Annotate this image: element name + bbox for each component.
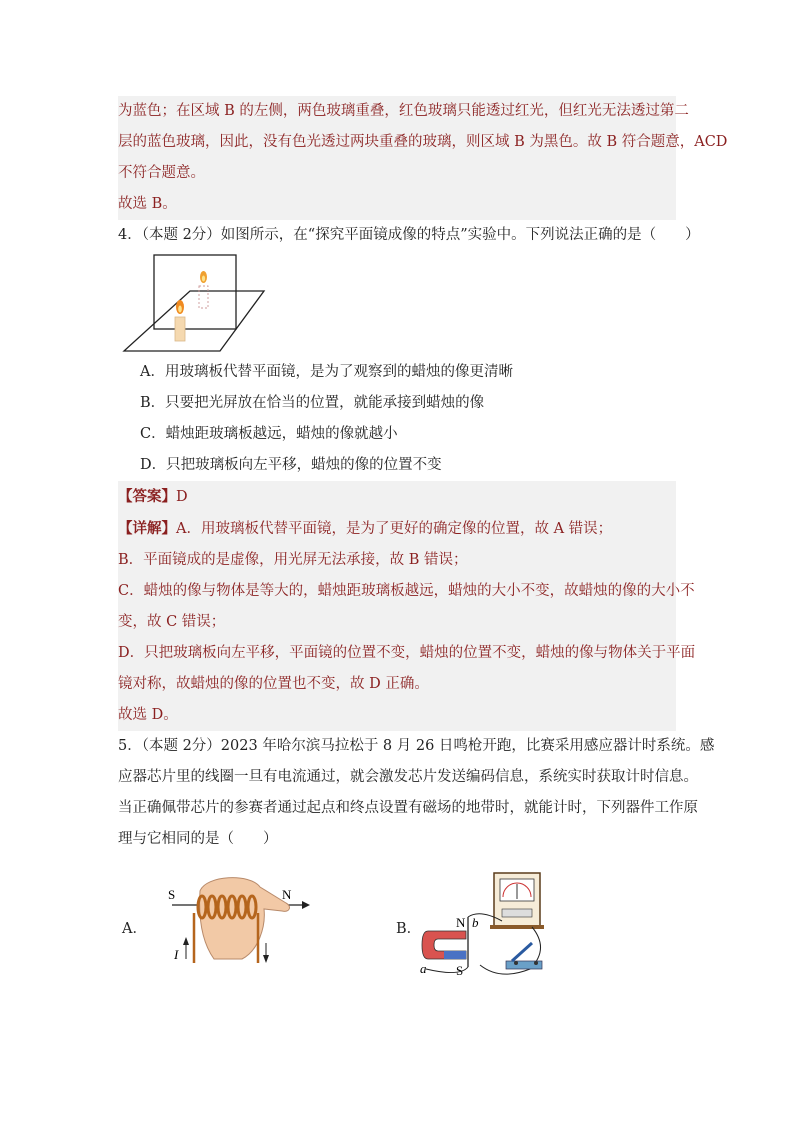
q4-option-c: C．蜡烛距玻璃板越远，蜡烛的像就越小 xyxy=(140,426,398,442)
q5-stem-line-3: 当正确佩带芯片的参赛者通过起点和终点设置有磁场的地带时，就能计时，下列器件工作原 xyxy=(118,800,698,816)
label-n: N xyxy=(456,915,466,930)
q4-detail-line-1 xyxy=(118,513,676,545)
detail-text: A．用玻璃板代替平面镜，是为了更好的确定像的位置，故 A 错误； xyxy=(176,521,613,537)
q4-option-d: D．只把玻璃板向左平移，蜡烛的像的位置不变 xyxy=(140,457,442,473)
q4-option-b: B．只要把光屏放在恰当的位置，就能承接到蜡烛的像 xyxy=(140,395,485,411)
label-n: N xyxy=(282,887,292,902)
q4-detail-line-4: 变，故 C 错误； xyxy=(118,614,226,630)
q5-option-a-letter: A． xyxy=(122,921,147,937)
q5-stem-line-1: 5．（本题 2分）2023 年哈尔滨马拉松于 8 月 26 日鸣枪开跑，比赛采用感应器计时系统。感 xyxy=(118,738,715,754)
detail-tag: 【详解】 xyxy=(118,520,176,537)
q4-conclusion: 故选 D。 xyxy=(118,707,178,723)
prev-explanation-line-3: 不符合题意。 xyxy=(118,165,205,181)
q4-stem: 4．（本题 2分）如图所示，在“探究平面镜成像的特点”实验中。下列说法正确的是（ ） xyxy=(118,227,700,243)
prev-conclusion: 故选 B。 xyxy=(118,196,177,212)
document-page xyxy=(118,96,728,989)
label-b: b xyxy=(472,915,479,930)
q4-detail-line-5: D．只把玻璃板向左平移，平面镜的位置不变，蜡烛的位置不变，蜡烛的像与物体关于平面 xyxy=(118,645,696,661)
q5-stem-line-2: 应器芯片里的线圈一旦有电流通过，就会激发芯片发送编码信息，系统实时获取计时信息。 xyxy=(118,769,698,785)
q4-answer-block xyxy=(118,481,696,731)
q4-detail-line-6: 镜对称，故蜡烛的像的位置也不变，故 D 正确。 xyxy=(118,676,429,692)
label-i: I xyxy=(174,947,179,962)
q4-detail-line-2: B．平面镜成的是虚像，用光屏无法承接，故 B 错误； xyxy=(118,552,468,568)
label-a: a xyxy=(420,961,427,976)
prev-explanation-block xyxy=(118,96,728,220)
q5-option-b-letter: B． xyxy=(396,921,422,937)
galvanometer-magnet-diagram xyxy=(420,869,550,979)
q4-answer-line xyxy=(118,481,676,513)
answer-value: D xyxy=(176,489,188,505)
q5-stem-line-4: 理与它相同的是（ ） xyxy=(118,831,278,847)
label-s: S xyxy=(456,963,464,978)
q4-option-a: A．用玻璃板代替平面镜，是为了观察到的蜡烛的像更清晰 xyxy=(140,364,513,380)
hand-coil-diagram xyxy=(162,873,312,973)
answer-tag: 【答案】 xyxy=(118,488,176,505)
glass-plate-candle-diagram xyxy=(120,251,270,355)
prev-explanation-line-2: 层的蓝色玻璃，因此，没有色光透过两块重叠的玻璃，则区域 B 为黑色。故 B 符合题意，ACD xyxy=(118,134,728,150)
q4-figure-mirror-candle xyxy=(118,251,676,357)
label-s: S xyxy=(168,887,176,902)
prev-explanation-line-1: 为蓝色；在区域 B 的左侧，两色玻璃重叠，红色玻璃只能透过红光，但红光无法透过第二 xyxy=(118,103,689,119)
q5-options-figures xyxy=(118,869,676,989)
q4-detail-line-3: C．蜡烛的像与物体是等大的，蜡烛距玻璃板越远，蜡烛的大小不变，故蜡烛的像的大小不 xyxy=(118,583,695,599)
